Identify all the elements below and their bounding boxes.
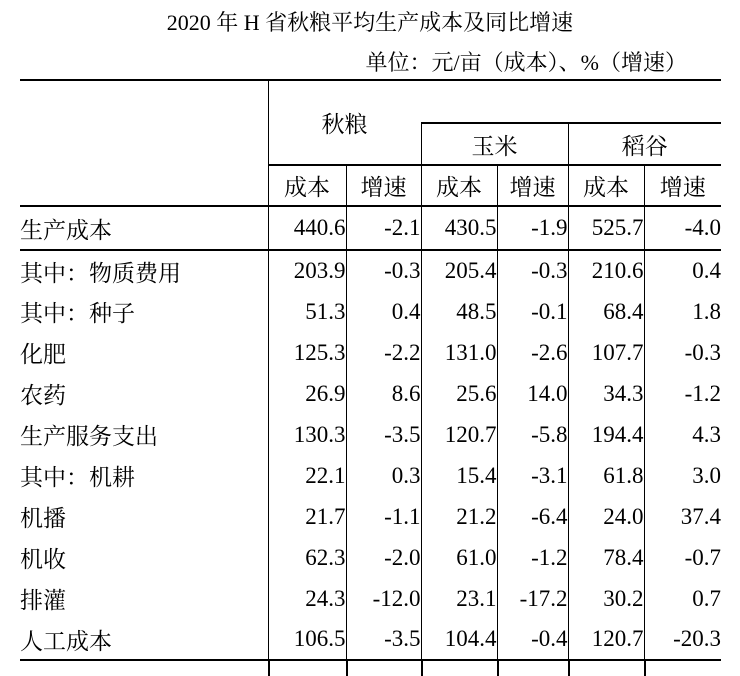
- cell-value: 525.7: [568, 206, 644, 250]
- column-line-stub: [568, 659, 570, 676]
- cell-value: 0.4: [346, 291, 421, 332]
- cell-value: -2.6: [497, 332, 568, 373]
- cell-value: 194.4: [568, 414, 644, 455]
- cell-value: 37.4: [644, 496, 721, 537]
- cell-value: -3.1: [497, 455, 568, 496]
- table-row: [20, 206, 721, 250]
- cell-value: 130.3: [268, 414, 346, 455]
- row-label: 生产服务支出: [20, 424, 158, 449]
- cell-value: -0.3: [644, 332, 721, 373]
- table-row: [20, 455, 721, 496]
- unit-note: 单位：元/亩（成本）、%（增速）: [365, 50, 687, 75]
- row-label: 农药: [20, 383, 66, 408]
- row-label: 化肥: [20, 342, 66, 367]
- table-row: [20, 537, 721, 578]
- cell-value: -20.3: [644, 619, 721, 660]
- cell-value: 62.3: [268, 537, 346, 578]
- cell-value: 106.5: [268, 619, 346, 660]
- cell-value: -1.2: [497, 537, 568, 578]
- table-row: [20, 578, 721, 619]
- column-line-stub: [421, 659, 423, 676]
- column-line-stub: [346, 659, 348, 676]
- cell-value: -0.3: [346, 250, 421, 291]
- page-title: 2020 年 H 省秋粮平均生产成本及同比增速: [166, 10, 574, 35]
- cell-value: 440.6: [268, 206, 346, 250]
- row-label: 排灌: [20, 588, 66, 613]
- cell-value: 210.6: [568, 250, 644, 291]
- cell-value: 51.3: [268, 291, 346, 332]
- cell-value: 48.5: [421, 291, 497, 332]
- table-row: [20, 250, 721, 291]
- stub-header-cell: [20, 80, 268, 206]
- cell-value: -1.1: [346, 496, 421, 537]
- cell-value: 430.5: [421, 206, 497, 250]
- group-header-daogu: 稻谷: [568, 123, 721, 165]
- cell-value: 24.3: [268, 578, 346, 619]
- empty-header-cell: [421, 80, 721, 123]
- cell-value: 24.0: [568, 496, 644, 537]
- col-header-yumi-growth: 增速: [497, 165, 568, 206]
- cell-value: -3.5: [346, 619, 421, 660]
- cost-table: [20, 79, 721, 661]
- col-header-qiuliang-growth: 增速: [346, 165, 421, 206]
- cell-value: 0.3: [346, 455, 421, 496]
- cell-value: 14.0: [497, 373, 568, 414]
- cell-value: 3.0: [644, 455, 721, 496]
- cell-value: 0.4: [644, 250, 721, 291]
- cell-value: 78.4: [568, 537, 644, 578]
- cell-value: 61.8: [568, 455, 644, 496]
- cell-value: 21.7: [268, 496, 346, 537]
- cell-value: -1.2: [644, 373, 721, 414]
- table-row: [20, 496, 721, 537]
- cell-value: 203.9: [268, 250, 346, 291]
- table-row: [20, 414, 721, 455]
- row-label: 生产成本: [20, 206, 268, 250]
- cell-value: 125.3: [268, 332, 346, 373]
- table-row: [20, 373, 721, 414]
- cell-value: -3.5: [346, 414, 421, 455]
- group-header-yumi: 玉米: [421, 123, 568, 165]
- cell-value: 15.4: [421, 455, 497, 496]
- table-row: [20, 332, 721, 373]
- cell-value: 61.0: [421, 537, 497, 578]
- cell-value: 120.7: [421, 414, 497, 455]
- cell-value: -0.3: [497, 250, 568, 291]
- table-row: [20, 291, 721, 332]
- cell-value: 22.1: [268, 455, 346, 496]
- col-header-daogu-cost: 成本: [568, 165, 644, 206]
- cell-value: -2.2: [346, 332, 421, 373]
- row-label: 人工成本: [20, 619, 268, 660]
- cell-value: -0.1: [497, 291, 568, 332]
- row-label: 机收: [20, 547, 66, 572]
- cell-value: 4.3: [644, 414, 721, 455]
- cell-value: 30.2: [568, 578, 644, 619]
- table-row: [20, 619, 721, 660]
- cell-value: -2.0: [346, 537, 421, 578]
- cell-value: -0.4: [497, 619, 568, 660]
- cell-value: 131.0: [421, 332, 497, 373]
- header-row-1: [20, 80, 721, 123]
- cell-value: -5.8: [497, 414, 568, 455]
- cell-value: 68.4: [568, 291, 644, 332]
- cell-value: 21.2: [421, 496, 497, 537]
- cell-value: 25.6: [421, 373, 497, 414]
- cell-value: -0.7: [644, 537, 721, 578]
- cell-value: 120.7: [568, 619, 644, 660]
- cell-value: -4.0: [644, 206, 721, 250]
- cell-value: 0.7: [644, 578, 721, 619]
- cell-value: 205.4: [421, 250, 497, 291]
- cell-value: 8.6: [346, 373, 421, 414]
- cell-value: -6.4: [497, 496, 568, 537]
- cell-value: 107.7: [568, 332, 644, 373]
- row-label: 机播: [20, 506, 66, 531]
- cost-table-wrap: [20, 79, 722, 661]
- column-line-stub: [268, 659, 270, 676]
- cell-value: -2.1: [346, 206, 421, 250]
- cell-value: -12.0: [346, 578, 421, 619]
- cell-value: 104.4: [421, 619, 497, 660]
- row-label: 其中：物质费用: [20, 260, 181, 286]
- cell-value: 34.3: [568, 373, 644, 414]
- cell-value: -1.9: [497, 206, 568, 250]
- group-header-qiuliang: 秋粮: [268, 80, 421, 165]
- cell-value: 23.1: [421, 578, 497, 619]
- cell-value: 1.8: [644, 291, 721, 332]
- col-header-daogu-growth: 增速: [644, 165, 721, 206]
- col-header-yumi-cost: 成本: [421, 165, 497, 206]
- cell-value: 26.9: [268, 373, 346, 414]
- column-line-stub: [497, 659, 499, 676]
- cell-value: -17.2: [497, 578, 568, 619]
- row-label: 其中：种子: [20, 301, 135, 326]
- row-label: 其中：机耕: [20, 465, 135, 490]
- col-header-qiuliang-cost: 成本: [268, 165, 346, 206]
- column-line-stub: [644, 659, 646, 676]
